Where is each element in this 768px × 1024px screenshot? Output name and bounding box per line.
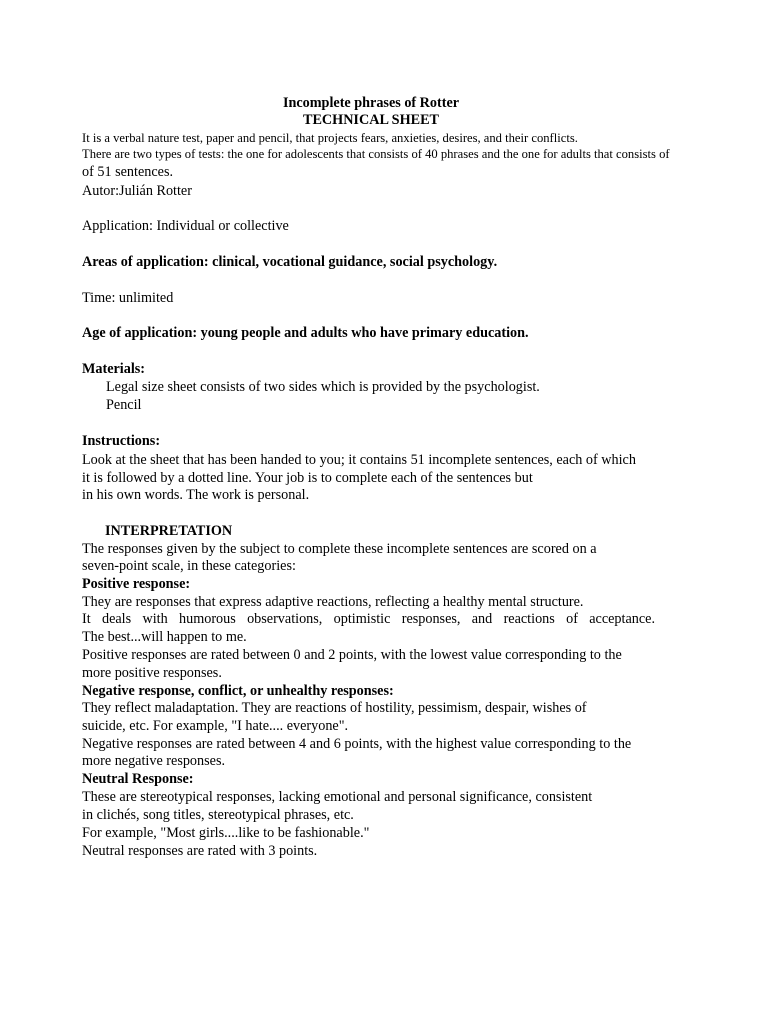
neutral-line: Neutral responses are rated with 3 points.	[82, 843, 318, 859]
positive-line: more positive responses.	[82, 665, 222, 681]
positive-heading: Positive response:	[82, 576, 191, 592]
neutral-heading: Neutral Response:	[82, 771, 194, 787]
application-line: Application: Individual or collective	[82, 218, 289, 234]
time-line: Time: unlimited	[82, 290, 174, 306]
positive-line: They are responses that express adaptive reactions, reflecting a healthy mental structure.	[82, 594, 584, 610]
materials-item: Pencil	[106, 397, 142, 413]
document-subtitle: TECHNICAL SHEET	[302, 112, 439, 128]
age-line: Age of application: young people and adults who have primary education.	[82, 325, 529, 341]
positive-line: The best...will happen to me.	[82, 629, 247, 645]
intro-line: It is a verbal nature test, paper and pencil, that projects fears, anxieties, desires, and their conflicts.	[82, 131, 578, 145]
instructions-heading: Instructions:	[82, 433, 161, 449]
intro-line: There are two types of tests: the one for adolescents that consists of 40 phrases and the one for adults that consists of	[82, 147, 670, 161]
instructions-line: Look at the sheet that has been handed to you; it contains 51 incomplete sentences, each of which	[82, 452, 636, 468]
intro-line: of 51 sentences.	[82, 164, 174, 180]
negative-line: They reflect maladaptation. They are reactions of hostility, pessimism, despair, wishes of	[82, 700, 587, 716]
author-line: Autor:Julián Rotter	[82, 183, 192, 199]
neutral-line: These are stereotypical responses, lacking emotional and personal significance, consistent	[82, 789, 593, 805]
neutral-line: For example, "Most girls....like to be fashionable."	[82, 825, 370, 841]
negative-line: suicide, etc. For example, "I hate.... everyone".	[82, 718, 349, 734]
interpretation-heading: INTERPRETATION	[105, 523, 233, 539]
instructions-line: in his own words. The work is personal.	[82, 487, 310, 503]
positive-line: It deals with humorous observations, optimistic responses, and reactions of acceptance.	[82, 611, 655, 627]
materials-item: Legal size sheet consists of two sides which is provided by the psychologist.	[106, 379, 540, 395]
negative-line: more negative responses.	[82, 753, 226, 769]
materials-heading: Materials:	[82, 361, 146, 377]
instructions-line: it is followed by a dotted line. Your job is to complete each of the sentences but	[82, 470, 533, 486]
negative-heading: Negative response, conflict, or unhealthy responses:	[82, 683, 394, 699]
interpretation-line: The responses given by the subject to complete these incomplete sentences are scored on a	[82, 541, 597, 557]
areas-line: Areas of application: clinical, vocational guidance, social psychology.	[82, 254, 498, 270]
negative-line: Negative responses are rated between 4 and 6 points, with the highest value corresponding to the	[82, 736, 632, 752]
neutral-line: in clichés, song titles, stereotypical phrases, etc.	[82, 807, 354, 823]
interpretation-line: seven-point scale, in these categories:	[82, 558, 296, 574]
document-title: Incomplete phrases of Rotter	[282, 95, 460, 111]
positive-line: Positive responses are rated between 0 and 2 points, with the lowest value corresponding to the	[82, 647, 622, 663]
